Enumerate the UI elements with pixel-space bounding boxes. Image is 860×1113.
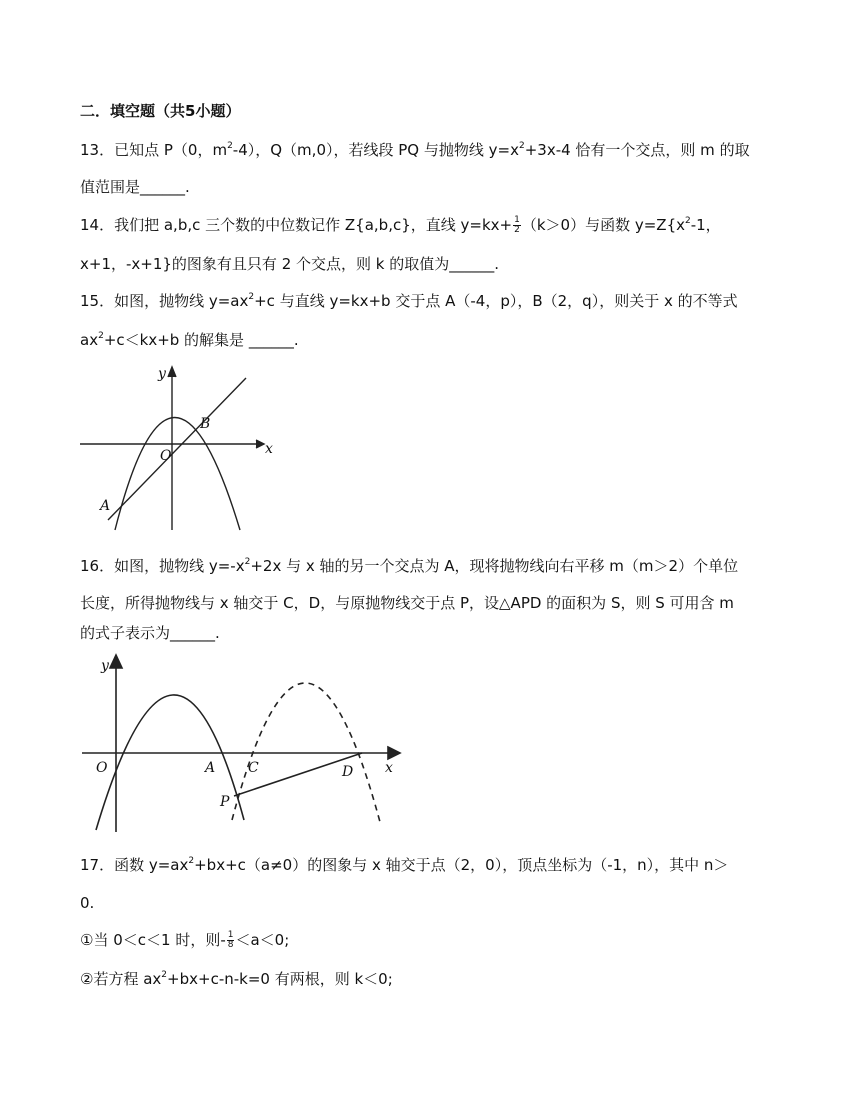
q14-line2: x+1，-x+1}的图象有且只有 2 个交点，则 k 的取值为______. (80, 255, 500, 273)
q15-label-b: B (200, 416, 211, 432)
q16-label-a: A (205, 760, 216, 776)
q16-label-x: x (385, 760, 393, 776)
q15-label-y: y (158, 366, 166, 382)
q17-line3: ①当 0＜c＜1 时，则- $\frac{1}{8}$ ＜a＜0; (80, 930, 290, 950)
q13-line2: 值范围是______. (80, 178, 190, 196)
q17-line2: 0. (80, 894, 95, 912)
q13-line1: 13．已知点 P（0，$m^2-4$），Q（m,0），若线段 PQ 与抛物线 $y=x^2+3x-4$ 恰有一个交点，则 m 的取 (80, 141, 750, 159)
q17-fraction: $\frac{1}{8}$ (227, 930, 234, 950)
q16-line2: 长度，所得抛物线与 x 轴交于 C，D，与原抛物线交于点 P，设△APD 的面积为 S，则 S 可用含 m (80, 594, 734, 612)
q16-line3: 的式子表示为______. (80, 624, 220, 642)
q14-fraction: $\frac{1}{2}$ (514, 215, 520, 235)
q16-label-o: O (96, 760, 108, 776)
q15-line1: 15．如图，抛物线 $y=ax^2+c$ 与直线 y=kx+b 交于点 A（-4，p），B（2，q），则关于 x 的不等式 (80, 292, 738, 310)
q16-line1: 16．如图，抛物线 $y=-x^2+2x$ 与 x 轴的另一个交点为 A，现将抛物线向右平移 m（m＞2）个单位 (80, 557, 739, 575)
q17-line4: ②若方程 $ax^2+bx+c-n-k=0$ 有两根，则 k＜0; (80, 970, 393, 988)
q15-label-o: O (160, 448, 172, 464)
q15-label-a: A (100, 498, 111, 514)
q16-label-p: P (220, 794, 230, 810)
q15-line2: $ax^2+c<kx+b$ 的解集是 ______. (80, 331, 299, 349)
q16-label-c: C (248, 760, 259, 776)
section-title: 二．填空题（共5小题） (80, 102, 241, 120)
q16-label-d: D (342, 764, 354, 780)
q15-label-x: x (265, 441, 273, 457)
q17-line1: 17．函数 $y=ax^2+bx+c(a\ne 0)$的图象与 x 轴交于点（2，0），顶点坐标为（-1，n），其中 n＞ (80, 856, 729, 874)
q14-line1: 14．我们把 a,b,c 三个数的中位数记作 Z{a,b,c}，直线 y=kx+ $\frac{1}{2}$ （k＞0）与函数 $y=Z\{x^2-1$， (80, 215, 721, 235)
q16-label-y: y (101, 658, 109, 674)
